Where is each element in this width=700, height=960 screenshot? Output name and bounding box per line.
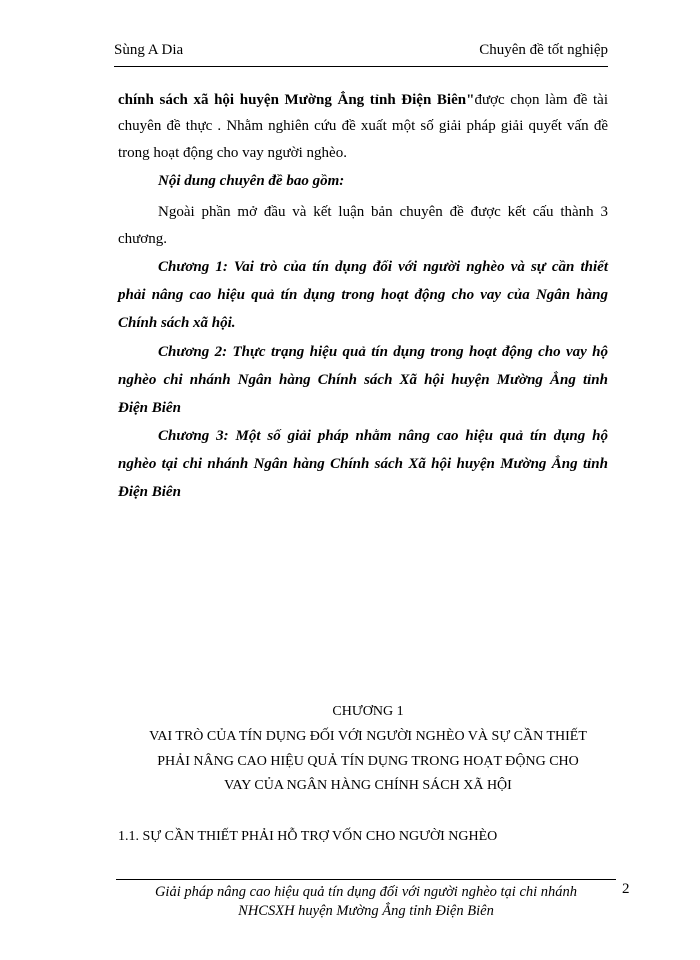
intro-line-3: trong hoạt động cho vay người nghèo. — [118, 145, 347, 161]
chapter-3-line-3: Điện Biên — [118, 484, 181, 500]
structure-line-1: Ngoài phần mở đầu và kết luận bản chuyên đề được kết cấu thành 3 — [158, 204, 608, 220]
page-number: 2 — [622, 881, 630, 897]
chapter-3-line-2: nghèo tại chi nhánh Ngân hàng Chính sách Xã hội huyện Mường Ẳng tỉnh — [118, 456, 608, 472]
header-author: Sùng A Dia — [114, 42, 184, 58]
footer-line-2: NHCSXH huyện Mường Ẳng tỉnh Điện Biên — [238, 903, 494, 919]
page-header — [114, 42, 608, 64]
intro-title-fragment: chính sách xã hội huyện Mường Ẳng tỉnh Điện Biên" — [118, 92, 475, 108]
footer-divider — [116, 879, 616, 880]
section-heading-1-1: 1.1. SỰ CẦN THIẾT PHẢI HỖ TRỢ VỐN CHO NGƯỜI NGHÈO — [118, 829, 498, 844]
chapter-2-line-1: Chương 2: Thực trạng hiệu quả tín dụng trong hoạt động cho vay hộ — [158, 344, 608, 360]
chapter-1-line-2: phải nâng cao hiệu quả tín dụng trong hoạt động cho vay của Ngân hàng — [118, 287, 608, 303]
footer-line-1: Giải pháp nâng cao hiệu quả tín dụng đối với người nghèo tại chi nhánh — [154, 884, 578, 900]
chapter-title-label: CHƯƠNG 1 — [332, 704, 404, 719]
chapter-title-line-3: VAY CỦA NGÂN HÀNG CHÍNH SÁCH XÃ HỘI — [224, 778, 512, 793]
chapter-1-line-1: Chương 1: Vai trò của tín dụng đối với người nghèo và sự cần thiết — [158, 259, 608, 275]
intro-line-1 — [118, 92, 608, 109]
page-footer — [116, 883, 616, 921]
chapter-2-line-2: nghèo chi nhánh Ngân hàng Chính sách Xã hội huyện Mường Ẳng tỉnh — [118, 372, 608, 388]
chapter-1-line-3: Chính sách xã hội. — [118, 315, 236, 331]
structure-line-2: chương. — [118, 231, 167, 247]
header-doc-type: Chuyên đề tốt nghiệp — [479, 42, 608, 58]
chapter-title-line-1: VAI TRÒ CỦA TÍN DỤNG ĐỐI VỚI NGƯỜI NGHÈO VÀ SỰ CẦN THIẾT — [149, 729, 587, 744]
intro-line-2: chuyên đề thực . Nhằm nghiên cứu đề xuất một số giải pháp giải quyết vấn đề — [118, 118, 608, 134]
chapter-2-line-3: Điện Biên — [118, 400, 181, 416]
chapter-title-line-2: PHẢI NÂNG CAO HIỆU QUẢ TÍN DỤNG TRONG HOẠT ĐỘNG CHO — [157, 754, 579, 769]
header-divider — [114, 66, 608, 67]
intro-line-1-rest: được chọn làm đề tài — [474, 92, 608, 108]
contents-heading: Nội dung chuyên đề bao gồm: — [158, 173, 345, 189]
chapter-3-line-1: Chương 3: Một số giải pháp nhằm nâng cao hiệu quả tín dụng hộ — [158, 428, 608, 444]
